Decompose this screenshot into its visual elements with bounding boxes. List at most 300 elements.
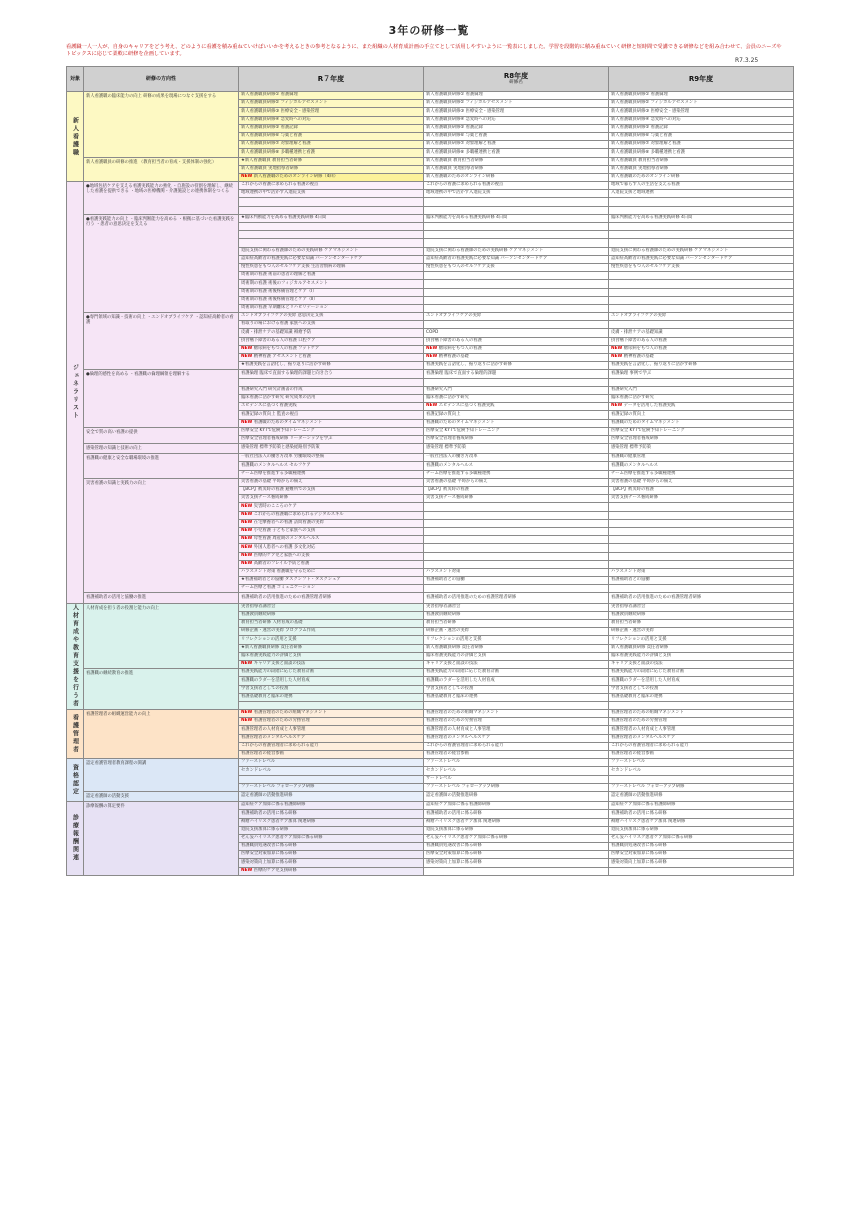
category-cell: ジェネラリスト (67, 182, 84, 604)
course-cell-r9: 看護教員継続研修 (609, 611, 794, 619)
course-name: エビデンスに基づく看護実践 (438, 403, 495, 409)
course-cell-r8: 看護職のためのタイムマネジメント (424, 419, 609, 427)
course-cell-r9: セカンドレベル (609, 767, 794, 775)
course-cell-r8: 新人看護職員研修① 看護倫理 (424, 92, 609, 100)
table-row (67, 182, 794, 190)
header-r8-subtitle: 研修名 (509, 80, 523, 85)
table-row (67, 669, 794, 677)
course-cell-r7: 看護実践能力の段階に応じた教育計画 (239, 669, 424, 677)
course-cell-r7: 新人看護職員研修③ 医療安全・感染管理 (239, 108, 424, 116)
course-cell-r8: 看護基礎教育と臨床の連携 (424, 693, 609, 701)
course-cell-r7: 新人看護職員 実地指導者研修 (239, 165, 424, 173)
course-cell-r9 (609, 519, 794, 527)
course-cell-r8: セカンドレベル (424, 767, 609, 775)
direction-cell: ●看護実践能力の向上 ・臨床判断能力を高める ・根拠に基づいた看護実践を行う ・患者の意思決定を支える (84, 214, 239, 312)
direction-cell: 新人看護職の臨床能力の向上 研修の成果を現場につなぐ支援をする (84, 92, 239, 158)
course-cell-r8: 看護補助者との協働 (424, 577, 609, 585)
new-badge: NEW (611, 346, 624, 351)
course-cell-r7 (239, 503, 424, 511)
course-cell-r7: ★新人看護職員研修 責任者研修 (239, 644, 424, 652)
course-cell-r8: 看護倫理 臨床で直面する倫理的課題 (424, 370, 609, 378)
course-cell-r9: 看護職のメンタルヘルス (609, 462, 794, 470)
course-cell-r8: 災害支援ナース養成研修 (424, 495, 609, 503)
new-badge: NEW (241, 544, 254, 550)
course-cell-r7: 看護補助者の活用に係る研修 (239, 810, 424, 818)
course-name: 災害時のこころのケア (253, 503, 297, 509)
course-name: 高齢者のフレイル予防と看護 (253, 560, 310, 566)
course-cell-r8: 一般社団法人の働き方改革 (424, 454, 609, 462)
course-name: 医療的ケア児と家族への支援 (253, 552, 310, 558)
course-cell-r9: 新人看護職員研修⑦ 対象理解と看護 (609, 141, 794, 149)
table-row (67, 92, 794, 100)
course-cell-r8 (424, 503, 609, 511)
course-cell-r9: 学習支援者としての役割 (609, 685, 794, 693)
direction-cell: 安全で質の高い看護の提供 (84, 427, 239, 443)
course-cell-r8: 看護管理者の経営参画 (424, 751, 609, 759)
course-cell-r9 (609, 511, 794, 519)
course-cell-r7: チーム医療を推進する多職種連携 (239, 470, 424, 478)
course-cell-r9: 新人看護職員研修⑧ 多職種連携と看護 (609, 149, 794, 157)
course-cell-r9: ファーストレベル フォローアップ研修 (609, 783, 794, 791)
course-cell-r8: せん妄ハイリスク患者ケア加算に係る研修 (424, 834, 609, 842)
course-cell-r9: 皮膚・排泄ケアの基礎知識 (609, 329, 794, 337)
course-cell-r9: リフレクションの活用と支援 (609, 636, 794, 644)
course-cell-r9 (609, 585, 794, 593)
course-cell-r8: 【BCP】被災時の看護 (424, 487, 609, 495)
course-cell-r8: 看護記録の質向上 (424, 411, 609, 419)
course-cell-r8 (424, 552, 609, 560)
course-cell-r9: 看護記録の質向上 (609, 411, 794, 419)
course-cell-r7: 看護研究入門 研究計画書の作成 (239, 386, 424, 394)
course-cell-r8: 看護管理者の人材育成と人事管理 (424, 726, 609, 734)
course-cell-r7: 感染管理 標準予防策と感染経路別予防策 (239, 444, 424, 454)
course-cell-r9 (609, 354, 794, 362)
new-badge: NEW (241, 354, 254, 360)
course-cell-r8: 新人看護職員研修⑤ 看護記録 (424, 124, 609, 132)
course-cell-r7 (239, 511, 424, 519)
course-cell-r7: ★看護実践を言語化し、振り返りに活かす研修 (239, 362, 424, 370)
header-r8-year: R8年度 (503, 72, 529, 80)
course-cell-r9: 認定看護師の活動推進研修 (609, 791, 794, 801)
course-cell-r8 (424, 511, 609, 519)
course-cell-r9 (609, 536, 794, 544)
new-badge: NEW (241, 560, 254, 566)
table-row (67, 313, 794, 321)
direction-cell: 認定看護管理者教育課程の開講 (84, 759, 239, 792)
course-name: 新人看護職のためのオンライン研修（4回） (253, 174, 339, 180)
course-cell-r7: 周術期の看護 早期離床とリハビリテーション (239, 304, 424, 312)
course-cell-r8 (424, 239, 609, 247)
training-table (66, 66, 794, 876)
course-cell-r8: 看護職のラダーを活用した人材育成 (424, 677, 609, 685)
category-cell: 診療報酬関連 (67, 802, 84, 876)
table-row (67, 603, 794, 611)
course-cell-r9: 褥瘡ハイリスク患者ケア加算 関連研修 (609, 818, 794, 826)
course-name: 外国人患者への看護 多文化対応 (253, 544, 316, 550)
course-cell-r9: 看護管理者のための組織マネジメント (609, 710, 794, 718)
course-cell-r7: 看護補助者の活用推進のための看護管理者研修 (239, 593, 424, 603)
header-r9: R9年度 (609, 67, 794, 92)
course-cell-r7: 【BCP】被災時の看護 避難所での支援 (239, 487, 424, 495)
course-cell-r7: 周術期の看護 術後疼痛管理とケア（Ⅰ） (239, 288, 424, 296)
course-cell-r8: 医療安全 KYTで危険予知トレーニング (424, 427, 609, 435)
course-cell-r7: 臨床看護に活かす研究 研究成果の活用 (239, 394, 424, 402)
course-cell-r7: 周術期の看護 術後のフィジカルアセスメント (239, 280, 424, 288)
course-cell-r7 (239, 867, 424, 875)
course-cell-r9: 看護実践能力の段階に応じた教育計画 (609, 669, 794, 677)
course-cell-r7: ファーストレベル (239, 759, 424, 767)
course-cell-r7: これからの看護管理者に求められる能力 (239, 742, 424, 750)
course-cell-r9: ハラスメント対策 (609, 568, 794, 576)
course-cell-r7: 災害支援ナース養成研修 (239, 495, 424, 503)
course-cell-r9: 新人看護職員研修⑤ 看護記録 (609, 124, 794, 132)
course-cell-r8 (424, 231, 609, 239)
course-cell-r8: 看護研究入門 (424, 386, 609, 394)
course-cell-r9 (609, 527, 794, 535)
course-cell-r8: COPD (424, 329, 609, 337)
course-cell-r7 (239, 560, 424, 568)
course-cell-r9: 入退院支援と地域連携 (609, 190, 794, 198)
course-cell-r7: 災害看護の基礎 平時からの備え (239, 478, 424, 486)
course-cell-r9: 看護補助者の活用推進のための看護管理者研修 (609, 593, 794, 603)
course-cell-r7: ファーストレベル フォローアップ研修 (239, 783, 424, 791)
course-cell-r9: 看護補助者との協働 (609, 577, 794, 585)
course-cell-r9 (609, 223, 794, 231)
course-cell-r8: 教育担当者研修 (424, 620, 609, 628)
course-name: 母性看護 周産期のメンタルヘルス (253, 536, 320, 542)
course-cell-r9 (609, 775, 794, 783)
course-cell-r8: 新人看護職員研修② フィジカルアセスメント (424, 100, 609, 108)
direction-cell: ●地域包括ケアを支える看護実践能力の強化 ・自施設の役割を理解し、継続した看護を提供できる ・地域の医療機関・介護施設との連携体制をつくる (84, 182, 239, 215)
new-badge: NEW (611, 354, 624, 360)
course-cell-r7: 看護管理者の経営参画 (239, 751, 424, 759)
course-cell-r9 (609, 231, 794, 239)
course-cell-r7: 看護記録の質向上 監査の視点 (239, 411, 424, 419)
course-cell-r9: 臨床判断能力を高める看護実践研修 4日間 (609, 214, 794, 222)
category-cell: 看護管理者 (67, 710, 84, 759)
course-name: 小児看護 子どもと家族への支援 (253, 528, 316, 534)
course-cell-r7: 実習指導者講習会 (239, 603, 424, 611)
course-cell-r7: 退院支援に関わる看護師のための実践研修 ケアマネジメント (239, 247, 424, 255)
course-cell-r8: 看護実践能力の段階に応じた教育計画 (424, 669, 609, 677)
course-cell-r8: 新人看護職のためのオンライン研修 (424, 173, 609, 181)
course-cell-r7: 新人看護職員研修② フィジカルアセスメント (239, 100, 424, 108)
course-cell-r7: 医療安全対策加算に係る研修 (239, 851, 424, 859)
course-cell-r7: 看護教員継続研修 (239, 611, 424, 619)
course-cell-r8: 摂食嚥下障害のある人の看護 (424, 337, 609, 345)
course-cell-r9: 感染管理 標準予防策 (609, 444, 794, 454)
course-cell-r7: 新人看護職員研修⑤ 看護記録 (239, 124, 424, 132)
new-badge: NEW (241, 419, 254, 425)
course-cell-r8: 新人看護職員研修⑥ 与薬と看護 (424, 132, 609, 140)
course-cell-r9 (609, 296, 794, 304)
course-cell-r8: 災害看護の基礎 平時からの備え (424, 478, 609, 486)
course-cell-r9: 災害支援ナース養成研修 (609, 495, 794, 503)
new-badge: NEW (426, 346, 439, 351)
new-badge: NEW (426, 403, 439, 409)
direction-cell: 新人看護職員の研修の推進 （教育担当者の育成・支援体制の強化） (84, 157, 239, 182)
course-cell-r8: 慢性疾患をもつ人のセルフケア支援 (424, 263, 609, 271)
course-cell-r7 (239, 378, 424, 386)
course-name: 糖尿病をもつ人の看護 (623, 346, 667, 351)
course-cell-r9: 新人看護職員研修④ 急変時への対応 (609, 116, 794, 124)
course-cell-r7: 褥瘡ハイリスク患者ケア加算 関連研修 (239, 818, 424, 826)
course-cell-r9: 看護職のラダーを活用した人材育成 (609, 677, 794, 685)
course-cell-r9: 看護実践を言語化し、振り返りに活かす研修 (609, 362, 794, 370)
direction-cell: 認定看護師の活動支援 (84, 791, 239, 801)
course-cell-r9: 看護管理者のメンタルヘルスケア (609, 734, 794, 742)
course-cell-r8: 臨床看護に活かす研究 (424, 394, 609, 402)
course-cell-r9 (609, 321, 794, 329)
course-cell-r8: 看護管理者のメンタルヘルスケア (424, 734, 609, 742)
course-cell-r9: 認知症ケア加算に係る看護師研修 (609, 802, 794, 810)
course-cell-r7: 新人看護職員研修⑥ 与薬と看護 (239, 132, 424, 140)
course-cell-r7: 医療安全 KYTで危険予知トレーニング (239, 427, 424, 435)
course-cell-r8: 研修企画・運営の実際 (424, 628, 609, 636)
course-name: これからの看護職に求められるデジタルスキル (253, 511, 344, 517)
course-cell-r7: ★新人看護職員 教育担当者研修 (239, 157, 424, 165)
course-cell-r7: 認知症高齢者の看護実践に必要な知識 パーソンセンタードケア (239, 255, 424, 263)
course-cell-r7 (239, 206, 424, 214)
course-cell-r9: 認知症高齢者の看護実践に必要な知識 パーソンセンタードケア (609, 255, 794, 263)
direction-cell: 災害看護の知識と実践力の向上 (84, 478, 239, 593)
page-title: 3年の研修一覧 (388, 24, 470, 37)
course-cell-r9: 摂食嚥下障害のある人の看護 (609, 337, 794, 345)
new-badge: NEW (241, 528, 254, 534)
course-cell-r9 (609, 239, 794, 247)
course-cell-r8: 看護教員継続研修 (424, 611, 609, 619)
course-cell-r9 (609, 288, 794, 296)
course-cell-r8: これからの看護管理者に求められる能力 (424, 742, 609, 750)
course-cell-r7: 看取りの場における看護 家族への支援 (239, 321, 424, 329)
course-cell-r8 (424, 206, 609, 214)
direction-cell: ●専門領域の知識・技術の向上 ・エンドオブライフケア ・認知症高齢者の看護 (84, 313, 239, 370)
course-cell-r9: 退院支援に関わる看護師のための実践研修 ケアマネジメント (609, 247, 794, 255)
table-row (67, 214, 794, 222)
direction-cell: 看護管理者の組織運営能力の向上 (84, 710, 239, 759)
course-cell-r8: 看護管理者のための組織マネジメント (424, 710, 609, 718)
course-cell-r9: 看護管理者の人材育成と人事管理 (609, 726, 794, 734)
course-cell-r8 (424, 304, 609, 312)
course-cell-r7: 退院支援加算に係る研修 (239, 826, 424, 834)
course-name: 看護管理者のための労務管理 (253, 718, 310, 724)
table-row (67, 791, 794, 801)
course-cell-r7 (239, 536, 424, 544)
course-cell-r8: ファーストレベル フォローアップ研修 (424, 783, 609, 791)
new-badge: NEW (241, 661, 254, 667)
course-cell-r8: 看護職のメンタルヘルス (424, 462, 609, 470)
course-cell-r7 (239, 701, 424, 709)
course-cell-r9: キャリア支援と面談の技法 (609, 660, 794, 668)
course-cell-r8 (424, 321, 609, 329)
course-cell-r7: 慢性疾患をもつ人のセルフケア支援 生活習慣病の理解 (239, 263, 424, 271)
course-cell-r7 (239, 552, 424, 560)
course-cell-r7: 看護倫理 臨床で直面する倫理的課題と向き合う (239, 370, 424, 378)
course-cell-r9: 医療安全 KYTで危険予知トレーニング (609, 427, 794, 435)
course-cell-r9 (609, 503, 794, 511)
course-cell-r8: ファーストレベル (424, 759, 609, 767)
course-cell-r8: 臨床判断能力を高める看護実践研修 4日間 (424, 214, 609, 222)
header-r8 (424, 67, 609, 92)
direction-cell: 看護職の健康と安全な職場環境の推進 (84, 454, 239, 479)
course-cell-r8: 新人看護職員研修⑦ 対象理解と看護 (424, 141, 609, 149)
revision-date: R7.3.25 (735, 57, 759, 64)
course-cell-r7: セカンドレベル (239, 767, 424, 775)
new-badge: NEW (241, 519, 254, 525)
course-cell-r9: 教育担当者研修 (609, 620, 794, 628)
course-cell-r9: 新人看護職員研修⑥ 与薬と看護 (609, 132, 794, 140)
course-cell-r8 (424, 867, 609, 875)
course-cell-r8 (424, 296, 609, 304)
table-row (67, 802, 794, 810)
course-cell-r9: 慢性疾患をもつ人のセルフケア支援 (609, 263, 794, 271)
course-cell-r7: 地域連携の中で活かす入退院支援 (239, 190, 424, 198)
course-cell-r7: 看護基礎教育と臨床の連携 (239, 693, 424, 701)
course-cell-r7: 感染対策向上加算に係る研修 (239, 859, 424, 867)
course-cell-r9: 感染対策向上加算に係る研修 (609, 859, 794, 867)
header-category: 対象 (67, 67, 84, 92)
course-cell-r9 (609, 272, 794, 280)
course-cell-r7 (239, 198, 424, 206)
course-cell-r9: 新人看護職員 教育担当者研修 (609, 157, 794, 165)
course-cell-r7 (239, 354, 424, 362)
course-name: 看護職のためのタイムマネジメント (253, 419, 323, 425)
course-cell-r8: キャリア支援と面談の技法 (424, 660, 609, 668)
course-cell-r9: 実習指導者講習会 (609, 603, 794, 611)
course-name: キャリア支援と面談の技法 (253, 661, 306, 667)
course-cell-r9: これからの看護管理者に求められる能力 (609, 742, 794, 750)
course-cell-r8: 認知症高齢者の看護実践に必要な知識 パーソンセンタードケア (424, 255, 609, 263)
course-cell-r8: リフレクションの活用と支援 (424, 636, 609, 644)
course-cell-r7: 教育担当者研修 人材育成の基礎 (239, 620, 424, 628)
course-cell-r8: サードレベル (424, 775, 609, 783)
course-cell-r9 (609, 345, 794, 353)
course-cell-r8 (424, 223, 609, 231)
course-name: 糖尿病をもつ人の看護 フットケア (253, 346, 320, 351)
course-cell-r7: 医療安全管理者養成研修 リーダーシップを学ぶ (239, 435, 424, 443)
course-name: 精神看護 アセスメントと看護 (253, 354, 311, 360)
course-cell-r8 (424, 198, 609, 206)
course-cell-r7: 新人看護職員研修⑧ 多職種連携と看護 (239, 149, 424, 157)
course-cell-r8: 地域連携の中で活かす入退院支援 (424, 190, 609, 198)
course-cell-r7: 研修企画・運営の実際 プログラム作成 (239, 628, 424, 636)
course-cell-r8: 看護補助者の活用推進のための看護管理者研修 (424, 593, 609, 603)
course-cell-r7 (239, 519, 424, 527)
course-name: 精神看護の基礎 (438, 354, 469, 360)
course-cell-r7 (239, 660, 424, 668)
course-cell-r7: 一般社団法人の働き方改革 労働環境の整備 (239, 454, 424, 462)
table-row (67, 593, 794, 603)
course-cell-r7: 皮膚・排泄ケアの基礎知識 褥瘡予防 (239, 329, 424, 337)
course-cell-r8: 退院支援加算に係る研修 (424, 826, 609, 834)
course-cell-r9: 看護職員処遇改善に係る研修 (609, 843, 794, 851)
table-row (67, 759, 794, 767)
course-name: 糖尿病をもつ人の看護 (438, 346, 482, 351)
new-badge: NEW (241, 503, 254, 509)
direction-cell: 看護職の継続教育の推進 (84, 669, 239, 710)
course-cell-r8: チーム医療を推進する多職種連携 (424, 470, 609, 478)
course-cell-r8 (424, 280, 609, 288)
course-cell-r8: ハラスメント対策 (424, 568, 609, 576)
course-cell-r8: 新人看護職員研修⑧ 多職種連携と看護 (424, 149, 609, 157)
table-row (67, 710, 794, 718)
course-cell-r9: 看護倫理 事例で学ぶ (609, 370, 794, 378)
course-cell-r8: 臨床看護実践能力の評価と支援 (424, 652, 609, 660)
course-cell-r9: 研修企画・運営の実際 (609, 628, 794, 636)
course-cell-r9: 新人看護職員研修 責任者研修 (609, 644, 794, 652)
course-cell-r8: 認知症ケア加算に係る看護師研修 (424, 802, 609, 810)
course-cell-r8 (424, 378, 609, 386)
course-cell-r8 (424, 354, 609, 362)
course-name: 看護管理者のための組織マネジメント (253, 710, 327, 716)
course-cell-r9 (609, 198, 794, 206)
course-cell-r8 (424, 585, 609, 593)
course-name: 在宅療養者への看護 訪問看護の実際 (253, 519, 324, 525)
course-cell-r7 (239, 775, 424, 783)
course-cell-r9: 看護管理者のための労務管理 (609, 718, 794, 726)
course-cell-r9: 地域で暮らす人の生活を支える看護 (609, 182, 794, 190)
course-cell-r9: 看護管理者の経営参画 (609, 751, 794, 759)
course-cell-r7: 学習支援者としての役割 (239, 685, 424, 693)
course-cell-r7: 新人看護職員研修④ 急変時への対応 (239, 116, 424, 124)
course-cell-r9: 看護研究入門 (609, 386, 794, 394)
course-cell-r8 (424, 527, 609, 535)
course-cell-r8 (424, 519, 609, 527)
direction-cell: 感染管理の知識と技術の向上 (84, 444, 239, 454)
course-cell-r7: ハラスメント対策 看護職を守るために (239, 568, 424, 576)
table-row (67, 478, 794, 486)
course-cell-r8: 退院支援に関わる看護師のための実践研修 ケアマネジメント (424, 247, 609, 255)
course-cell-r8: エンドオブライフケアの実際 (424, 313, 609, 321)
header-r7: R７年度 (239, 67, 424, 92)
course-cell-r9: 臨床看護実践能力の評価と支援 (609, 652, 794, 660)
table-row (67, 370, 794, 378)
course-cell-r8: 看護管理者のための労務管理 (424, 718, 609, 726)
course-cell-r9 (609, 378, 794, 386)
course-cell-r7: エンドオブライフケアの実際 意思決定支援 (239, 313, 424, 321)
course-cell-r9 (609, 701, 794, 709)
course-cell-r9 (609, 560, 794, 568)
course-cell-r8: 看護実践を言語化し、振り返りに活かす研修 (424, 362, 609, 370)
course-cell-r7 (239, 223, 424, 231)
table-row (67, 427, 794, 435)
new-badge: NEW (241, 511, 254, 517)
course-cell-r7: 認知症ケア加算に係る看護師研修 (239, 802, 424, 810)
course-cell-r7: ★臨床判断能力を高める看護実践研修 4日間 (239, 214, 424, 222)
course-cell-r7: 周術期の看護 術後疼痛管理とケア（Ⅱ） (239, 296, 424, 304)
course-cell-r9: 新人看護職員研修① 看護倫理 (609, 92, 794, 100)
course-cell-r8: 認定看護師の活動推進研修 (424, 791, 609, 801)
intro-text: 看護職一人一人が、自身のキャリアをどう考え、どのように看護を積み重ねていけばいいかを考えるときの参考となるように、また組織の人材育成計画の手立てとして活用しやすいように一覧表にしました。学習を段階的に積み重ねていく研修と短時間で受講できる研修などを組み合わせて、会員のニーズやトピックスに応じて柔軟に研修を企画しています。 (66, 44, 782, 57)
course-cell-r7: 看護職のラダーを活用した人材育成 (239, 677, 424, 685)
course-cell-r8: 新人看護職員研修④ 急変時への対応 (424, 116, 609, 124)
course-cell-r7 (239, 231, 424, 239)
course-cell-r8: 褥瘡ハイリスク患者ケア加算 関連研修 (424, 818, 609, 826)
course-name: データを活用した看護実践 (623, 403, 676, 409)
new-badge: NEW (426, 354, 439, 360)
course-cell-r9 (609, 403, 794, 411)
course-cell-r7: 認定看護師の活動推進研修 (239, 791, 424, 801)
new-badge: NEW (611, 403, 624, 409)
direction-cell: 診療報酬の算定要件 (84, 802, 239, 876)
new-badge: NEW (241, 718, 254, 724)
course-cell-r9 (609, 280, 794, 288)
new-badge: NEW (241, 346, 254, 351)
course-name: 精神看護の基礎 (623, 354, 654, 360)
course-cell-r7: リフレクションの活用と支援 (239, 636, 424, 644)
course-cell-r7: ★看護補助者との協働 タスクシフト・タスクシェア (239, 577, 424, 585)
course-cell-r8 (424, 345, 609, 353)
